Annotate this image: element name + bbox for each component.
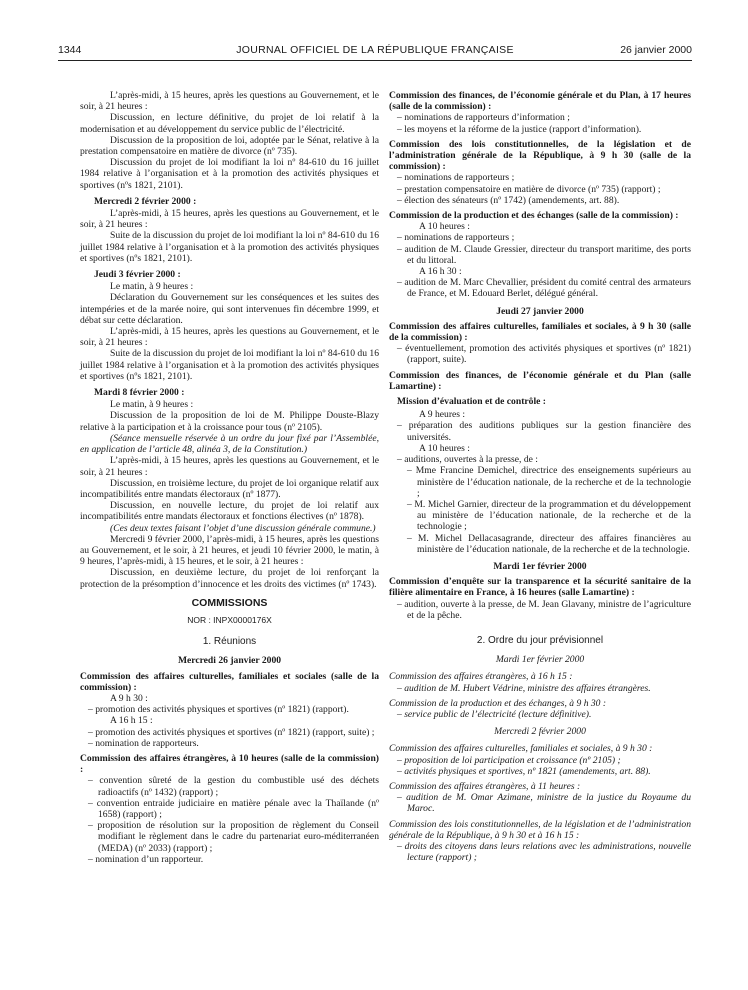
right-column bbox=[389, 90, 691, 863]
paragraph: L’après-midi, à 15 heures, après les questions au Gouvernement, et le soir, à 21 heures : bbox=[80, 90, 379, 113]
header-rule bbox=[58, 60, 692, 61]
day-heading: Mardi 8 février 2000 : bbox=[94, 387, 185, 399]
section-title: COMMISSIONS bbox=[191, 596, 268, 609]
sub-list-item: – M. Michel Dellacasagrande, directeur des affaires financières au ministère de l’éducation nationale, de la recherche et de la technologie. bbox=[407, 532, 691, 555]
commission-title: Commission des affaires étrangères, à 10 heures (salle de la commission) : bbox=[80, 752, 379, 776]
paragraph: Discussion de la proposition de loi de M. Philippe Douste-Blazy relative à la participation et à la croissance pour tous (nº 2105). bbox=[80, 410, 379, 433]
paragraph: Le matin, à 9 heures : bbox=[110, 399, 194, 411]
list-item: – convention entraide judiciaire en matière pénale avec la Thaïlande (nº 1658) (rapport) ; bbox=[88, 797, 379, 820]
time-label: A 16 h 30 : bbox=[419, 266, 462, 278]
commission-title: Commission d’enquête sur la transparence et la sécurité sanitaire de la filière alimentaire en France, à 16 heures (salle Lamartine) : bbox=[389, 576, 691, 599]
commission-title: Commission des lois constitutionnelles, de la législation et de l’administration générale de la République, à 9 h 30 (salle de la commission) : bbox=[389, 138, 691, 173]
list-item: – préparation des auditions publiques sur la gestion financière des universités. bbox=[397, 420, 691, 443]
list-item: – audition de M. Marc Chevallier, président du comité central des armateurs de France, et M. Edouard Berlet, délégué général. bbox=[397, 277, 691, 300]
list-item: – convention sûreté de la gestion du combustible usé des déchets radioactifs (nº 1432) (rapport) ; bbox=[88, 775, 379, 798]
paragraph: Discussion du projet de loi modifiant la loi nº 84-610 du 16 juillet 1984 relative à l’organisation et à la promotion des activités physiques et sportives (nºs 1821, 2101). bbox=[80, 157, 379, 191]
nor-reference: NOR : INPX0000176X bbox=[187, 614, 272, 625]
subsection-title: 1. Réunions bbox=[202, 636, 257, 648]
time-label: A 9 heures : bbox=[419, 409, 466, 421]
commission-title: Commission des finances, de l’économie générale et du Plan, à 17 heures (salle de la commission) : bbox=[389, 90, 691, 113]
date-heading: Mercredi 26 janvier 2000 bbox=[177, 655, 282, 667]
sub-list-item: – M. Michel Garnier, directeur de la programmation et du développement au ministère de l’éducation nationale, de la recherche et de la technologie ; bbox=[407, 498, 691, 533]
list-item: – audition, ouverte à la presse, de M. Jean Glavany, ministre de l’agriculture et de la pêche. bbox=[397, 598, 691, 621]
date-heading: Mardi 1er février 2000 bbox=[493, 560, 587, 572]
agenda-commission: Commission de la production et des échanges, à 9 h 30 : bbox=[389, 697, 607, 709]
date-heading: Mercredi 2 février 2000 bbox=[494, 726, 586, 738]
journal-title: JOURNAL OFFICIEL DE LA RÉPUBLIQUE FRANÇAISE bbox=[236, 44, 514, 56]
paragraph: Discussion, en troisième lecture, du projet de loi organique relatif aux incompatibilités entre mandats électoraux (nº 1877). bbox=[80, 477, 379, 500]
paragraph: Mercredi 9 février 2000, l’après-midi, à 15 heures, après les questions au Gouvernement, et le soir, à 21 heures, et jeudi 10 février 2000, le matin, à 9 heures, l’après-midi, à 15 heures, et le soir, à 21 heures : bbox=[80, 533, 379, 568]
list-item: – nominations de rapporteurs ; bbox=[397, 232, 515, 244]
time-label: A 16 h 15 : bbox=[110, 715, 153, 727]
time-label: A 9 h 30 : bbox=[110, 692, 148, 704]
left-column bbox=[80, 90, 379, 865]
list-item: – nominations de rapporteurs ; bbox=[397, 172, 515, 184]
agenda-item: – activités physiques et sportives, nº 1821 (amendements, art. 88). bbox=[397, 765, 651, 777]
paragraph: Discussion, en nouvelle lecture, du projet de loi relatif aux incompatibilités entre mandats électoraux et fonctions électives (nº 1878). bbox=[80, 500, 379, 523]
list-item: – prestation compensatoire en matière de divorce (nº 735) (rapport) ; bbox=[397, 183, 661, 195]
list-item: – éventuellement, promotion des activités physiques et sportives (nº 1821) (rapport, suite). bbox=[397, 343, 691, 366]
agenda-item: – droits des citoyens dans leurs relations avec les administrations, nouvelle lecture (rapport) ; bbox=[397, 840, 691, 864]
list-item: – proposition de résolution sur la proposition de règlement du Conseil modifiant le règlement dans le cadre du partenariat euro-méditerranéen (MEDA) (nº 2033) (rapport) ; bbox=[88, 820, 379, 854]
list-item: – audition de M. Claude Gressier, directeur du transport maritime, des ports et du littoral. bbox=[397, 243, 691, 266]
page-header bbox=[58, 44, 692, 60]
commission-title: Commission des affaires culturelles, familiales et sociales (salle de la commission) : bbox=[80, 670, 379, 693]
paragraph: Suite de la discussion du projet de loi modifiant la loi nº 84-610 du 16 juillet 1984 relative à l’organisation et à la promotion des activités physiques et sportives (nºs 1821, 2101). bbox=[80, 348, 379, 382]
time-label: A 10 heures : bbox=[419, 442, 470, 454]
paragraph: (Ces deux textes faisant l’objet d’une discussion générale commune.) bbox=[110, 522, 376, 534]
mission-title: Mission d’évaluation et de contrôle : bbox=[397, 396, 546, 408]
date-heading: Jeudi 27 janvier 2000 bbox=[496, 305, 584, 317]
agenda-commission: Commission des lois constitutionnelles, de la législation et de l’administration générale de la République, à 9 h 30 et à 16 h 15 : bbox=[389, 818, 691, 841]
agenda-item: – proposition de loi participation et croissance (nº 2105) ; bbox=[397, 754, 621, 766]
list-item: – promotion des activités physiques et sportives (nº 1821) (rapport). bbox=[88, 704, 349, 716]
list-item: – promotion des activités physiques et sportives (nº 1821) (rapport, suite) ; bbox=[88, 726, 375, 738]
page-number: 1344 bbox=[58, 44, 82, 56]
list-item: – nomination de rapporteurs. bbox=[88, 737, 199, 749]
paragraph: Discussion, en lecture définitive, du projet de loi relatif à la modernisation et au développement du service public de l’électricité. bbox=[80, 112, 379, 135]
list-item: – nominations de rapporteurs d’information ; bbox=[397, 112, 570, 124]
paragraph: L’après-midi, à 15 heures, après les questions au Gouvernement, et le soir, à 21 heures : bbox=[80, 455, 379, 478]
agenda-commission: Commission des affaires étrangères, à 11 heures : bbox=[389, 780, 581, 792]
time-label: A 10 heures : bbox=[419, 221, 470, 233]
paragraph: Discussion de la proposition de loi, adoptée par le Sénat, relative à la prestation compensatoire en matière de divorce (nº 735). bbox=[80, 134, 379, 158]
paragraph: (Séance mensuelle réservée à un ordre du jour fixé par l’Assemblée, en application de l’article 48, alinéa 3, de la Constitution.) bbox=[80, 432, 379, 456]
day-heading: Mercredi 2 février 2000 : bbox=[94, 195, 197, 207]
paragraph: L’après-midi, à 15 heures, après les questions au Gouvernement, et le soir, à 21 heures : bbox=[80, 326, 379, 349]
header-date: 26 janvier 2000 bbox=[620, 44, 692, 56]
paragraph: Discussion, en deuxième lecture, du projet de loi renforçant la protection de la présomption d’innocence et les droits des victimes (nº 1743). bbox=[80, 567, 379, 590]
paragraph: Déclaration du Gouvernement sur les conséquences et les suites des intempéries et de la marée noire, qui sont intervenues fin décembre 1999, et débat sur cette déclaration. bbox=[80, 292, 379, 326]
agenda-item: – service public de l’électricité (lecture définitive). bbox=[397, 708, 592, 720]
paragraph: Suite de la discussion du projet de loi modifiant la loi nº 84-610 du 16 juillet 1984 relative à l’organisation et à la promotion des activités physiques et sportives (nºs 1821, 2101). bbox=[80, 230, 379, 264]
agenda-item: – audition de M. Hubert Védrine, ministre des affaires étrangères. bbox=[397, 682, 651, 694]
agenda-item: – audition de M. Omar Azimane, ministre de la justice du Royaume du Maroc. bbox=[397, 792, 691, 815]
agenda-commission: Commission des affaires culturelles, familiales et sociales, à 9 h 30 : bbox=[389, 743, 653, 755]
day-heading: Jeudi 3 février 2000 : bbox=[94, 269, 181, 281]
agenda-commission: Commission des affaires étrangères, à 16 h 15 : bbox=[389, 671, 573, 683]
commission-title: Commission des affaires culturelles, familiales et sociales, à 9 h 30 (salle de la commission) : bbox=[389, 320, 691, 344]
sub-list-item: – Mme Francine Demichel, directrice des enseignements supérieurs au ministère de l’éducation nationale, de la recherche et de la technologie ; bbox=[407, 465, 691, 499]
paragraph: Le matin, à 9 heures : bbox=[110, 281, 194, 293]
list-item: – nomination d’un rapporteur. bbox=[88, 853, 204, 865]
commission-title: Commission de la production et des échanges (salle de la commission) : bbox=[389, 210, 679, 222]
list-item: – élection des sénateurs (nº 1742) (amendements, art. 88). bbox=[397, 194, 620, 206]
commission-title: Commission des finances, de l’économie générale et du Plan (salle Lamartine) : bbox=[389, 369, 691, 392]
date-heading: Mardi 1er février 2000 bbox=[495, 654, 585, 666]
paragraph: L’après-midi, à 15 heures, après les questions au Gouvernement, et le soir, à 21 heures : bbox=[80, 208, 379, 231]
list-item: – les moyens et la réforme de la justice (rapport d’information). bbox=[397, 123, 642, 135]
list-item: – auditions, ouvertes à la presse, de : bbox=[397, 454, 538, 466]
subsection-title: 2. Ordre du jour prévisionnel bbox=[476, 634, 604, 646]
